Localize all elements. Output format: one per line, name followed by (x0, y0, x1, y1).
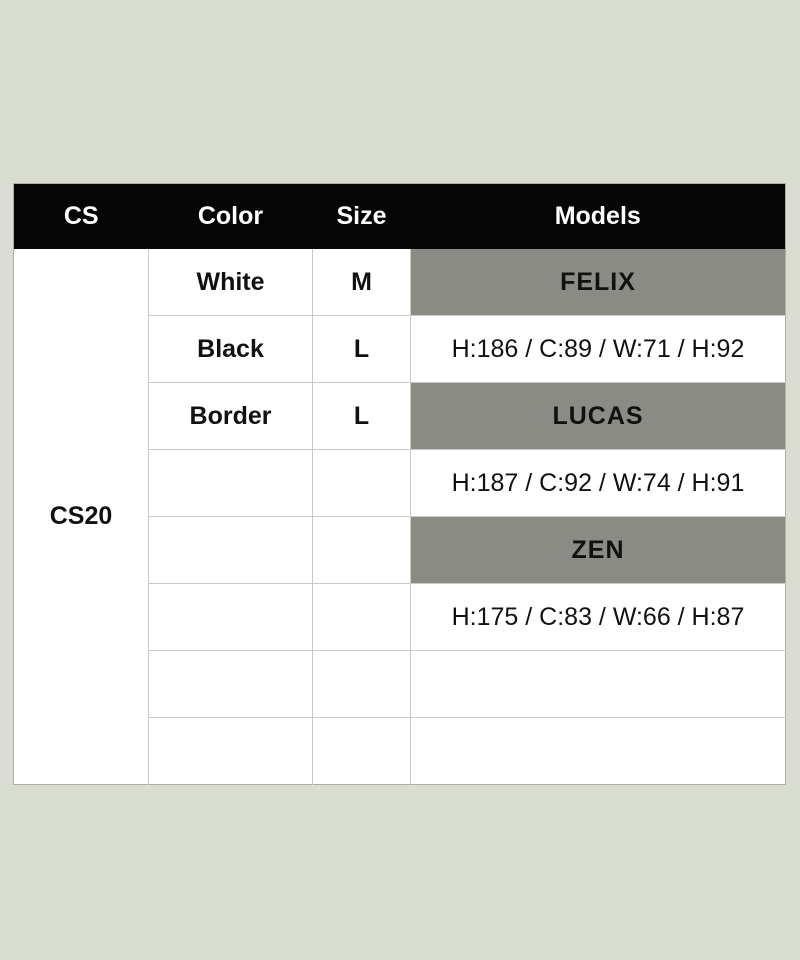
table-body (14, 249, 786, 785)
size-cell (313, 651, 411, 718)
size-cell: L (313, 316, 411, 383)
model-empty-cell (411, 718, 786, 785)
color-cell (149, 651, 313, 718)
model-name-cell: LUCAS (411, 383, 786, 450)
size-cell: M (313, 249, 411, 316)
model-name-cell: FELIX (411, 249, 786, 316)
model-measurements-cell: H:187 / C:92 / W:74 / H:91 (411, 450, 786, 517)
color-cell: Border (149, 383, 313, 450)
col-header-models: Models (411, 184, 786, 250)
col-header-size: Size (313, 184, 411, 250)
model-empty-cell (411, 651, 786, 718)
table-row (14, 249, 786, 316)
model-measurements-cell: H:175 / C:83 / W:66 / H:87 (411, 584, 786, 651)
size-cell: L (313, 383, 411, 450)
size-cell (313, 517, 411, 584)
size-cell (313, 584, 411, 651)
color-cell (149, 450, 313, 517)
cs-merged-cell: CS20 (49, 502, 113, 530)
color-cell: Black (149, 316, 313, 383)
color-cell: White (149, 249, 313, 316)
model-measurements-cell: H:186 / C:89 / W:71 / H:92 (411, 316, 786, 383)
size-cell (313, 450, 411, 517)
header-row (14, 184, 786, 250)
model-name-cell: ZEN (411, 517, 786, 584)
col-header-cs: CS (14, 184, 149, 250)
color-cell (149, 718, 313, 785)
color-cell (149, 584, 313, 651)
table-header (14, 184, 786, 250)
size-chart-table (13, 183, 786, 785)
color-cell (149, 517, 313, 584)
col-header-color: Color (149, 184, 313, 250)
size-cell (313, 718, 411, 785)
